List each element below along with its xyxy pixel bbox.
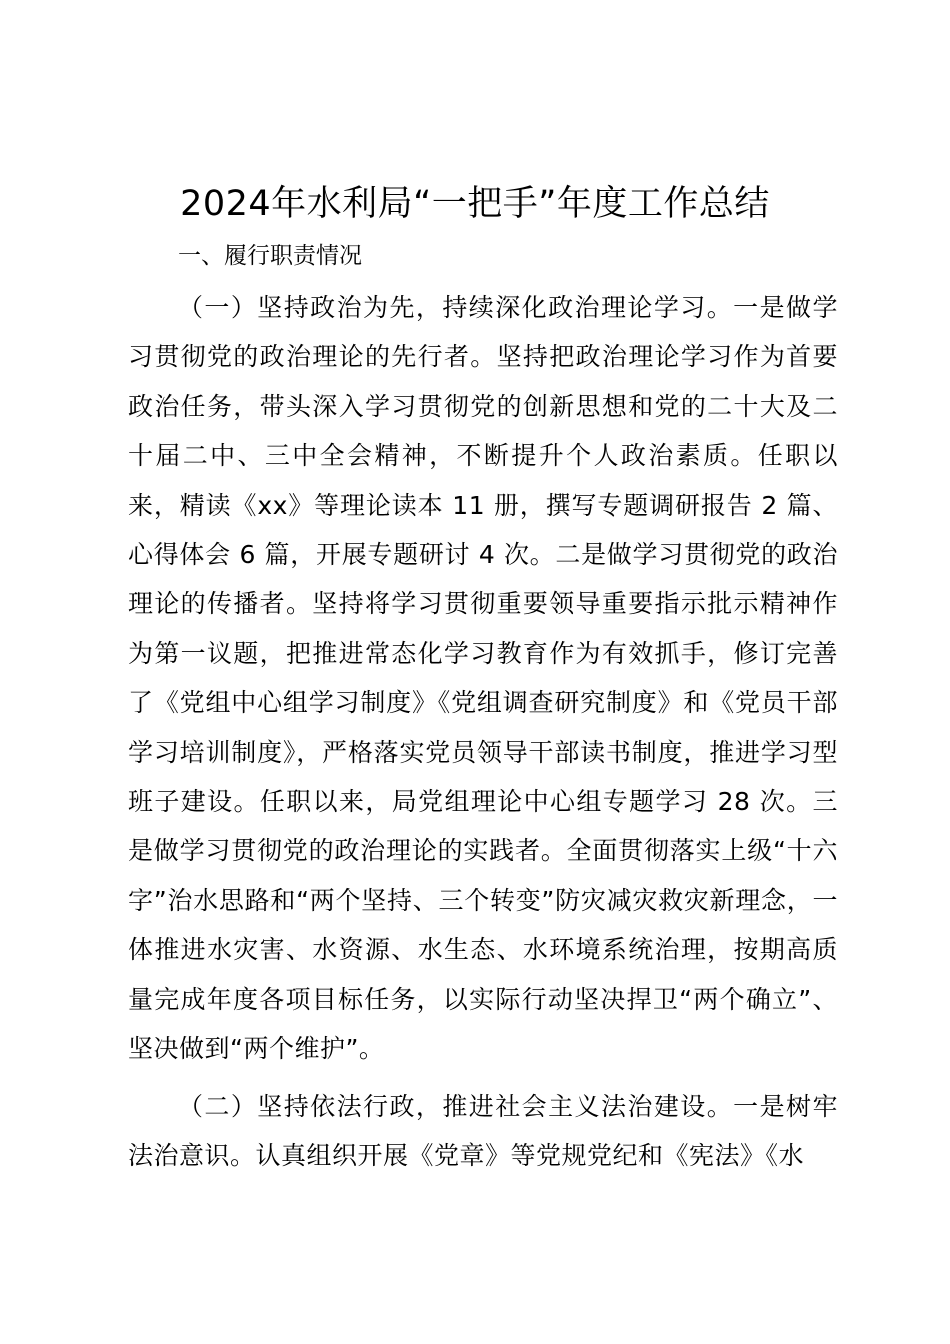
- document-title: 2024年水利局“一把手”年度工作总结: [180, 184, 770, 224]
- body-paragraph: （一）坚持政治为先，持续深化政治理论学习。一是做学习贯彻党的政治理论的先行者。坚持把政治理论学习作为首要政治任务，带头深入学习贯彻党的创新思想和党的二十大及二十届二中、三中全会精神，不断提升个人政治素质。任职以来，精读《xx》等理论读本 11 册，撰写专题调研报告 2 篇、心得体会 6 篇，开展专题研讨 4 次。二是做学习贯彻党的政治理论的传播者。坚持将学习贯彻重要领导重要指示批示精神作为第一议题，把推进常态化学习教育作为有效抓手，修订完善了《党组中心组学习制度》《党组调查研究制度》和《党员干部学习培训制度》，严格落实党员领导干部读书制度，推进学习型班子建设。任职以来，局党组理论中心组专题学习 28 次。三是做学习贯彻党的政治理论的实践者。全面贯彻落实上级“十六字”治水思路和“两个坚持、三个转变”防灾减灾救灾新理念，一体推进水灾害、水资源、水生态、水环境系统治理，按期高质量完成年度各项目标任务，以实际行动坚决捍卫“两个确立”、坚决做到“两个维护”。: [128, 293, 838, 1064]
- section-heading: 一、履行职责情况: [178, 243, 362, 269]
- body-paragraph: （二）坚持依法行政，推进社会主义法治建设。一是树牢法治意识。认真组织开展《党章》等党规党纪和《宪法》《水: [128, 1092, 838, 1171]
